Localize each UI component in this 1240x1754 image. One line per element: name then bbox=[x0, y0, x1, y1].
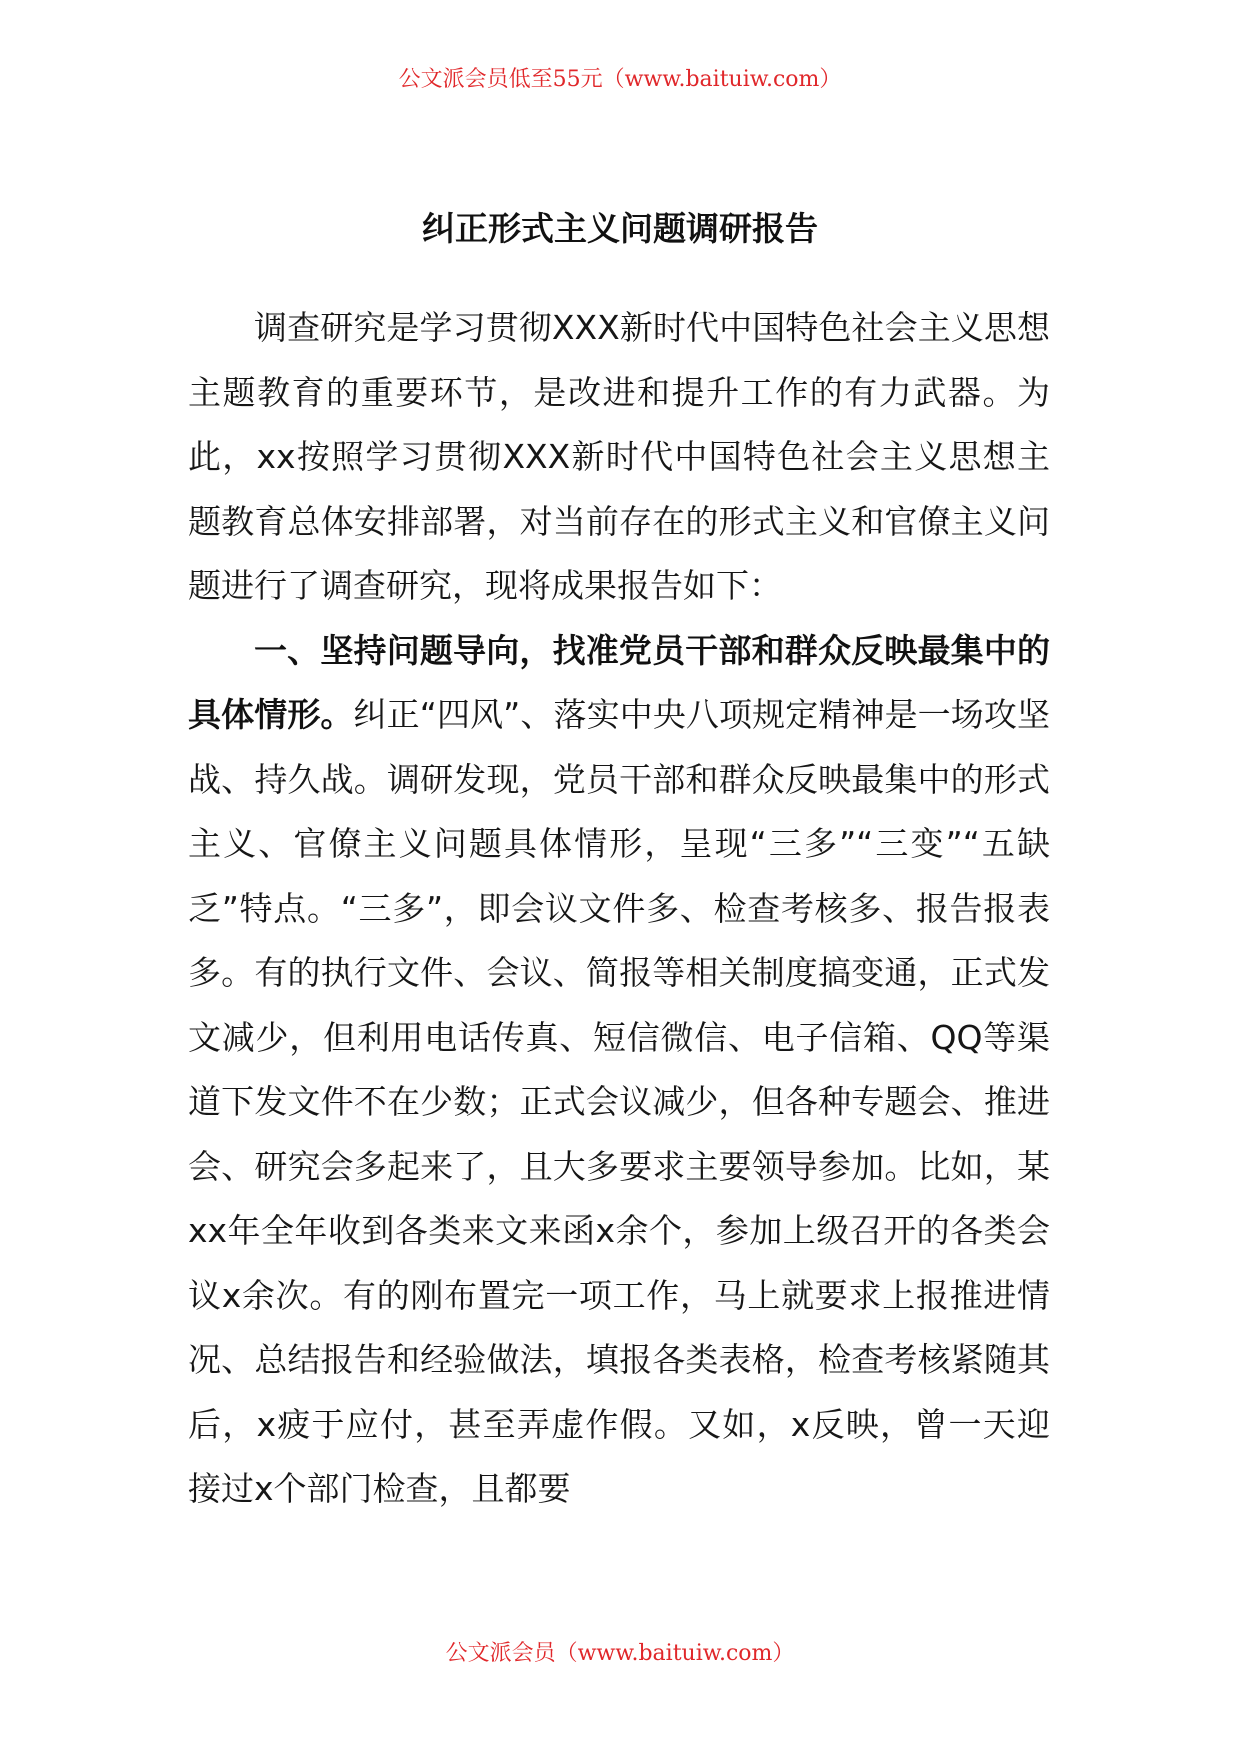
intro-paragraph: 调查研究是学习贯彻XXX新时代中国特色社会主义思想主题教育的重要环节，是改进和提升工作的有力武器。为此，xx按照学习贯彻XXX新时代中国特色社会主义思想主题教育总体安排部署，对当前存在的形式主义和官僚主义问题进行了调查研究，现将成果报告如下： bbox=[188, 308, 1050, 605]
header-banner: 公文派会员低至55元（www.baituiw.com） bbox=[398, 67, 842, 92]
footer-banner: 公文派会员（www.baituiw.com） bbox=[445, 1641, 795, 1666]
document-body bbox=[188, 296, 1050, 1522]
document-title: 纠正形式主义问题调研报告 bbox=[422, 209, 818, 248]
section-1-paragraph bbox=[188, 619, 1050, 1522]
section-1-body: 纠正“四风”、落实中央八项规定精神是一场攻坚战、持久战。调研发现，党员干部和群众反映最集中的形式主义、官僚主义问题具体情形，呈现“三多”“三变”“五缺乏”特点。“三多”，即会议文件多、检查考核多、报告报表多。有的执行文件、会议、简报等相关制度搞变通，正式发文减少，但利用电话传真、短信微信、电子信箱、QQ等渠道下发文件不在少数；正式会议减少，但各种专题会、推进会、研究会多起来了，且大多要求主要领导参加。比如，某xx年全年收到各类来文来函x余个，参加上级召开的各类会议x余次。有的刚布置完一项工作，马上就要求上报推进情况、总结报告和经验做法，填报各类表格，检查考核紧随其后，x疲于应付，甚至弄虚作假。又如，x反映，曾一天迎接过x个部门检查，且都要 bbox=[188, 695, 1050, 1508]
section-1-heading: 一、坚持问题导向，找准党员干部和群众反映最集中的具体情形。 bbox=[188, 630, 1050, 734]
